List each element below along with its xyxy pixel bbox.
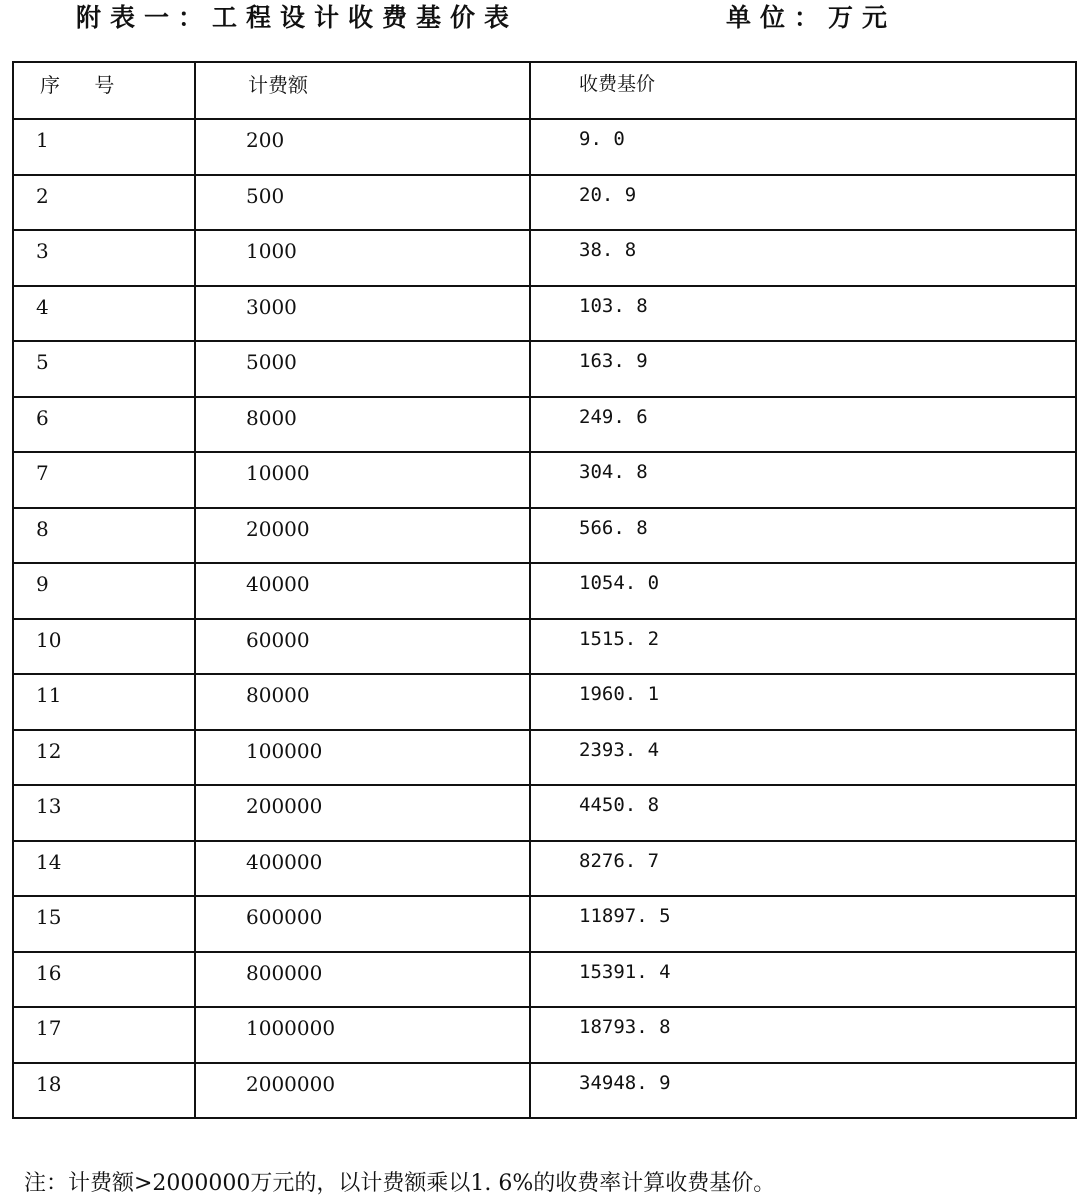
table-row — [13, 230, 1076, 286]
amount-value: 500 — [246, 183, 285, 208]
header-amount — [195, 62, 530, 119]
amount-value: 5000 — [246, 350, 297, 374]
index-cell — [13, 341, 195, 397]
table-row — [13, 896, 1076, 952]
amount-cell — [195, 730, 530, 786]
price-cell — [530, 341, 1076, 397]
amount-value: 200 — [246, 128, 285, 152]
amount-value: 8000 — [246, 405, 297, 430]
index-cell — [13, 452, 195, 508]
amount-value: 1000 — [246, 239, 297, 263]
index-cell — [13, 785, 195, 841]
table-row — [13, 674, 1076, 730]
header-price-label: 收费基价 — [579, 73, 656, 95]
amount-cell — [195, 1007, 530, 1063]
index-value: 15 — [36, 905, 62, 929]
index-value: 9 — [36, 572, 49, 596]
index-value: 7 — [36, 461, 49, 485]
price-value: 103. 8 — [579, 294, 648, 317]
price-cell — [530, 286, 1076, 342]
index-value: 2 — [36, 183, 49, 208]
index-cell — [13, 563, 195, 619]
index-cell — [13, 119, 195, 175]
price-cell — [530, 452, 1076, 508]
price-value: 34948. 9 — [579, 1071, 671, 1094]
index-value: 11 — [36, 683, 62, 707]
price-value: 1515. 2 — [579, 627, 660, 650]
amount-cell — [195, 619, 530, 675]
table-row — [13, 619, 1076, 675]
price-cell — [530, 785, 1076, 841]
index-value: 8 — [36, 516, 49, 541]
header-amount-label: 计费额 — [248, 73, 308, 97]
index-cell — [13, 1007, 195, 1063]
price-value: 38. 8 — [579, 239, 637, 261]
price-value: 4450. 8 — [579, 794, 660, 816]
amount-value: 100000 — [246, 738, 323, 763]
amount-value: 20000 — [246, 516, 310, 541]
index-value: 5 — [36, 350, 49, 374]
price-value: 163. 9 — [579, 350, 648, 372]
amount-cell — [195, 286, 530, 342]
price-value: 8276. 7 — [579, 849, 660, 872]
index-value: 10 — [36, 627, 62, 652]
amount-cell — [195, 563, 530, 619]
amount-cell — [195, 1063, 530, 1119]
table-row — [13, 1007, 1076, 1063]
price-cell — [530, 896, 1076, 952]
footnote: 注：计费额>2000000万元的，以计费额乘以1. 6%的收费率计算收费基价。 — [24, 1171, 776, 1196]
price-value: 18793. 8 — [579, 1016, 671, 1038]
amount-value: 3000 — [246, 294, 297, 319]
table-row — [13, 119, 1076, 175]
amount-cell — [195, 508, 530, 564]
table-title: 附表一：工程设计收费基价表 — [76, 3, 519, 32]
header-index-label: 序 号 — [40, 73, 129, 97]
amount-cell — [195, 841, 530, 897]
price-cell — [530, 230, 1076, 286]
price-cell — [530, 563, 1076, 619]
table-row — [13, 952, 1076, 1008]
price-cell — [530, 730, 1076, 786]
amount-cell — [195, 785, 530, 841]
index-cell — [13, 674, 195, 730]
price-cell — [530, 1063, 1076, 1119]
index-cell — [13, 397, 195, 453]
index-cell — [13, 896, 195, 952]
price-cell — [530, 952, 1076, 1008]
table-row — [13, 1063, 1076, 1119]
price-value: 1054. 0 — [579, 572, 660, 594]
index-value: 3 — [36, 239, 49, 263]
index-value: 4 — [36, 294, 49, 319]
amount-value: 60000 — [246, 627, 310, 652]
amount-value: 40000 — [246, 572, 310, 596]
price-cell — [530, 1007, 1076, 1063]
amount-value: 80000 — [246, 683, 310, 707]
title-row — [0, 0, 1080, 36]
amount-cell — [195, 952, 530, 1008]
index-value: 12 — [36, 738, 62, 763]
table-row — [13, 563, 1076, 619]
index-cell — [13, 175, 195, 231]
price-value: 1960. 1 — [579, 683, 660, 705]
index-value: 18 — [36, 1071, 62, 1096]
table-row — [13, 286, 1076, 342]
price-value: 304. 8 — [579, 461, 648, 483]
index-cell — [13, 730, 195, 786]
amount-value: 200000 — [246, 794, 323, 818]
table-row — [13, 785, 1076, 841]
fee-table — [12, 61, 1077, 1119]
amount-cell — [195, 119, 530, 175]
header-index — [13, 62, 195, 119]
price-value: 9. 0 — [579, 128, 625, 150]
table-row — [13, 508, 1076, 564]
price-cell — [530, 841, 1076, 897]
index-cell — [13, 619, 195, 675]
amount-cell — [195, 452, 530, 508]
price-value: 2393. 4 — [579, 738, 660, 761]
price-value: 566. 8 — [579, 516, 648, 539]
unit-label: 单位：万元 — [726, 3, 897, 32]
table-body — [13, 119, 1076, 1118]
amount-cell — [195, 341, 530, 397]
price-value: 15391. 4 — [579, 960, 671, 983]
index-cell — [13, 952, 195, 1008]
index-cell — [13, 508, 195, 564]
amount-value: 10000 — [246, 461, 310, 485]
index-value: 17 — [36, 1016, 62, 1040]
index-cell — [13, 230, 195, 286]
table-header-row — [13, 62, 1076, 119]
price-cell — [530, 508, 1076, 564]
table-row — [13, 730, 1076, 786]
amount-value: 2000000 — [246, 1071, 336, 1096]
table-row — [13, 341, 1076, 397]
price-cell — [530, 674, 1076, 730]
price-value: 20. 9 — [579, 183, 637, 206]
index-value: 14 — [36, 849, 62, 874]
amount-value: 800000 — [246, 960, 323, 985]
amount-value: 1000000 — [246, 1016, 336, 1040]
index-value: 13 — [36, 794, 62, 818]
price-value: 11897. 5 — [579, 905, 671, 927]
table-row — [13, 175, 1076, 231]
amount-cell — [195, 896, 530, 952]
index-cell — [13, 1063, 195, 1119]
amount-value: 600000 — [246, 905, 323, 929]
index-cell — [13, 841, 195, 897]
price-cell — [530, 397, 1076, 453]
index-value: 6 — [36, 405, 49, 430]
price-value: 249. 6 — [579, 405, 648, 428]
price-cell — [530, 175, 1076, 231]
amount-cell — [195, 230, 530, 286]
index-value: 16 — [36, 960, 62, 985]
table-row — [13, 841, 1076, 897]
price-cell — [530, 119, 1076, 175]
price-cell — [530, 619, 1076, 675]
amount-cell — [195, 175, 530, 231]
amount-cell — [195, 674, 530, 730]
table-row — [13, 452, 1076, 508]
amount-cell — [195, 397, 530, 453]
index-value: 1 — [36, 128, 49, 152]
index-cell — [13, 286, 195, 342]
header-price — [530, 62, 1076, 119]
table-row — [13, 397, 1076, 453]
amount-value: 400000 — [246, 849, 323, 874]
